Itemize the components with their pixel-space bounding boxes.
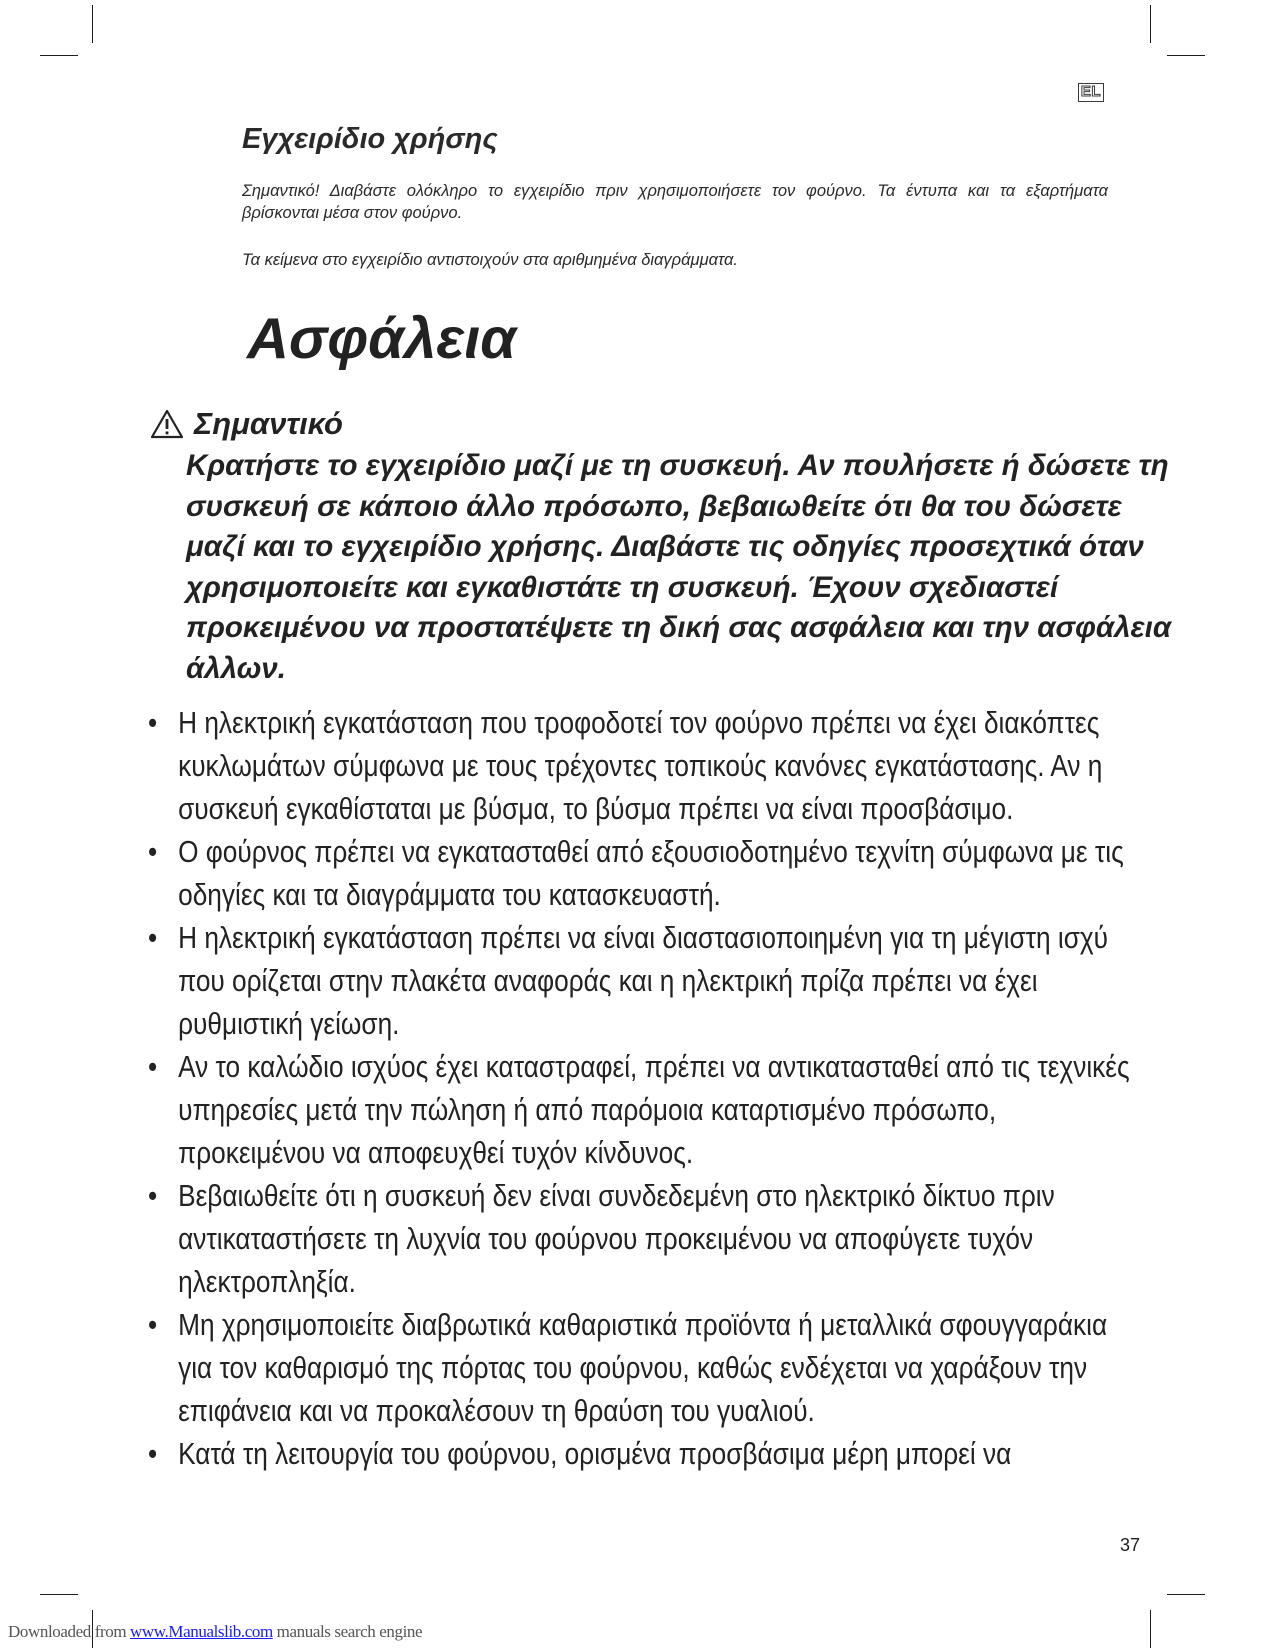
warning-text: Κρατήστε το εγχειρίδιο μαζί με τη συσκευή. Αν πουλήσετε ή δώσετε τη συσκευή σε κάποιο άλλο πρόσωπο, βεβαιωθείτε ότι θα του δώσετε μαζί και το εγχειρίδιο χρήσης. Διαβάστε τις οδηγίες προσεχτικά όταν χρησιμοποιείτε και εγκαθιστάτε τη συσκευή. Έχουν σχεδιαστεί προκειμένου να προστατέψετε τη δική σας ασφάλεια και την ασφάλεια άλλων. — [186, 449, 1172, 685]
bullet-dot: • — [148, 706, 158, 740]
crop-mark — [40, 1594, 78, 1595]
crop-mark — [1167, 1594, 1205, 1595]
bullet-text: Βεβαιωθείτε ότι η συσκευή δεν είναι συνδεδεμένη στο ηλεκτρικό δίκτυο πριν αντικαταστήσετε τη λυχνία του φούρνου προκειμένου να αποφύγετε τυχόν ηλεκτροπληξία. — [178, 1179, 1055, 1299]
crop-mark — [1150, 5, 1151, 43]
bullet-text: Μη χρησιμοποιείτε διαβρωτικά καθαριστικά προϊόντα ή μεταλλικά σφουγγαράκια για τον καθαρισμό της πόρτας του φούρνου, καθώς ενδέχεται να χαράξουν την επιφάνεια και να προκαλέσουν τη θραύση του γυαλιού. — [178, 1308, 1108, 1428]
bullet-text: Αν το καλώδιο ισχύος έχει καταστραφεί, πρέπει να αντικατασταθεί από τις τεχνικές υπηρεσίες μετά την πώληση ή από παρόμοια καταρτισμένο πρόσωπο, προκειμένου να αποφευχθεί τυχόν κίνδυνος. — [178, 1050, 1130, 1170]
safety-bullet-list — [148, 702, 1137, 1476]
list-item — [148, 1175, 1137, 1304]
bullet-text: Ο φούρνος πρέπει να εγκατασταθεί από εξουσιοδοτημένο τεχνίτη σύμφωνα με τις οδηγίες και τα διαγράμματα του κατασκευαστή. — [178, 835, 1124, 912]
warning-label: Σημαντικό — [194, 406, 343, 441]
language-badge: EL — [1078, 83, 1104, 102]
download-footer — [8, 1622, 422, 1642]
bullet-dot: • — [148, 1179, 158, 1213]
footer-prefix: Downloaded from — [8, 1622, 131, 1641]
list-item — [148, 1433, 1137, 1476]
bullet-dot: • — [148, 1050, 158, 1084]
list-item — [148, 1046, 1137, 1175]
page-number: 37 — [1120, 1535, 1141, 1555]
intro-paragraph: Σημαντικό! Διαβάστε ολόκληρο το εγχειρίδιο πριν χρησιμοποιήσετε τον φούρνο. Τα έντυπα και τα εξαρτήματα βρίσκονται μέσα στον φούρνο. — [242, 182, 1108, 222]
intro-paragraph: Τα κείμενα στο εγχειρίδιο αντιστοιχούν στα αριθμημένα διαγράμματα. — [242, 251, 738, 269]
list-item — [148, 702, 1137, 831]
warning-triangle-icon — [150, 409, 184, 439]
list-item — [148, 1304, 1137, 1433]
warning-heading — [150, 406, 343, 442]
bullet-dot: • — [148, 835, 158, 869]
crop-mark — [40, 55, 78, 56]
list-item — [148, 917, 1137, 1046]
bullet-dot: • — [148, 1308, 158, 1342]
bullet-text: Η ηλεκτρική εγκατάσταση που τροφοδοτεί τον φούρνο πρέπει να έχει διακόπτες κυκλωμάτων σύμφωνα με τους τρέχοντες τοπικούς κανόνες εγκατάστασης. Αν η συσκευή εγκαθίσταται με βύσμα, το βύσμα πρέπει να είναι προσβάσιμο. — [178, 706, 1103, 826]
manualslib-link[interactable]: www.Manualslib.com — [130, 1622, 273, 1641]
section-title: Ασφάλεια — [247, 306, 517, 371]
manual-title: Εγχειρίδιο χρήσης — [242, 123, 498, 155]
bullet-dot: • — [148, 1437, 158, 1471]
bullet-dot: • — [148, 921, 158, 955]
crop-mark — [1167, 55, 1205, 56]
crop-mark — [1150, 1610, 1151, 1648]
crop-mark — [92, 5, 93, 43]
footer-suffix: manuals search engine — [272, 1622, 423, 1641]
bullet-text: Η ηλεκτρική εγκατάσταση πρέπει να είναι διαστασιοποιημένη για τη μέγιστη ισχύ που ορίζεται στην πλακέτα αναφοράς και η ηλεκτρική πρίζα πρέπει να έχει ρυθμιστική γείωση. — [178, 921, 1109, 1041]
list-item — [148, 831, 1137, 917]
bullet-text: Κατά τη λειτουργία του φούρνου, ορισμένα προσβάσιμα μέρη μπορεί να — [178, 1437, 1012, 1471]
